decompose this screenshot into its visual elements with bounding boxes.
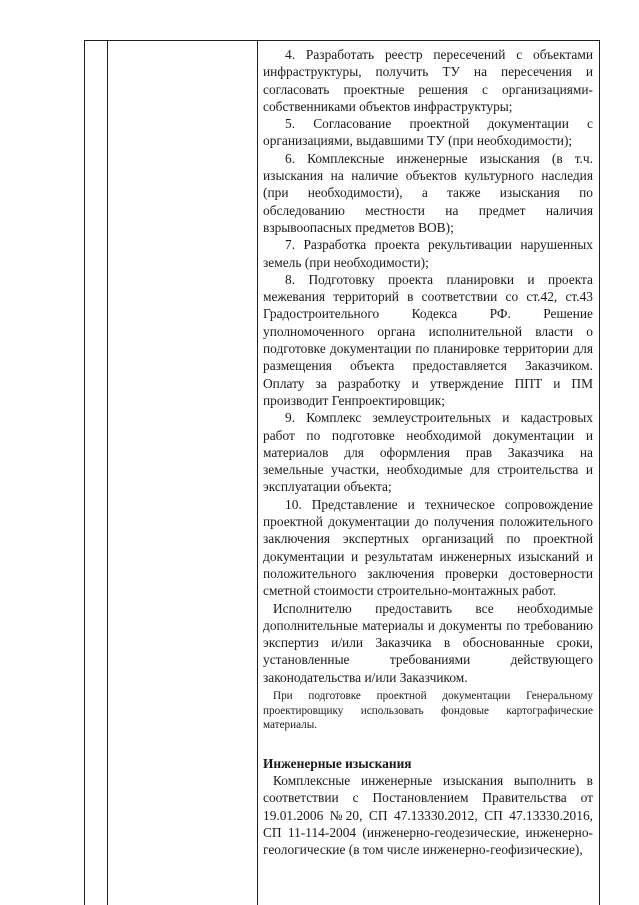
- executor-paragraph: Исполнителю предоставить все необходимые дополнительные материалы и документы по требованию экспертиз и/или Заказчика в обоснованные сроки, установленные требованиями действующего законодательства и/или Заказчиком.: [263, 600, 593, 685]
- list-item: 9. Комплекс землеустроительных и кадастровых работ по подготовке необходимой документации и материалов для оформления прав Заказчика на земельные участки, необходимые для строительства и эксплуатации объекта;: [263, 410, 593, 495]
- requirements-cell: [263, 46, 593, 859]
- table-left-border: [84, 40, 85, 905]
- list-item: 4. Разработать реестр пересечений с объектами инфраструктуры, получить ТУ на пересечения и согласовать проектные решения с организациями-собственниками объектов инфраструктуры;: [263, 47, 593, 114]
- list-item: 7. Разработка проекта рекультивации нарушенных земель (при необходимости);: [263, 237, 593, 270]
- list-item: 10. Представление и техническое сопровождение проектной документации до получения положительного заключения экспертных организаций по проектной документации и результатам инженерных изысканий и положительного заключения проверки достоверности сметной стоимости строительно-монтажных работ.: [263, 496, 593, 599]
- table-top-border: [84, 40, 599, 41]
- cartographic-note: При подготовке проектной документации Генеральному проектировщику использовать фондовые картографические материалы.: [263, 689, 593, 732]
- table-right-border: [599, 40, 600, 905]
- section-heading: Инженерные изыскания: [263, 755, 412, 771]
- list-item: 8. Подготовку проекта планировки и проекта межевания территорий в соответствии со ст.42, ст.43 Градостроительного Кодекса РФ. Решение уполномоченного органа исполнительной власти о подготовке документации по планировке территории для размещения объекта предоставляется Заказчиком. Оплату за разработку и утверждение ППТ и ПМ производит Генпроектировщик;: [263, 271, 593, 408]
- surveys-paragraph: Комплексные инженерные изыскания выполнить в соответствии с Постановлением Правительства от 19.01.2006 №20, СП 47.13330.2012, СП 47.13330.2016, СП 11-114-2004 (инженерно-геодезические, инженерно-геологические (в том числе инженерно-геофизические),: [263, 773, 593, 858]
- list-item: 6. Комплексные инженерные изыскания (в т.ч. изыскания на наличие объектов культурного наследия (при необходимости), а также изыскания по обследованию местности на предмет наличия взрывоопасных предметов ВОВ);: [263, 150, 593, 235]
- list-item: 5. Согласование проектной документации с организациями, выдавшими ТУ (при необходимости);: [263, 116, 593, 149]
- table-column-divider-2: [257, 40, 258, 905]
- table-column-divider-1: [107, 40, 108, 905]
